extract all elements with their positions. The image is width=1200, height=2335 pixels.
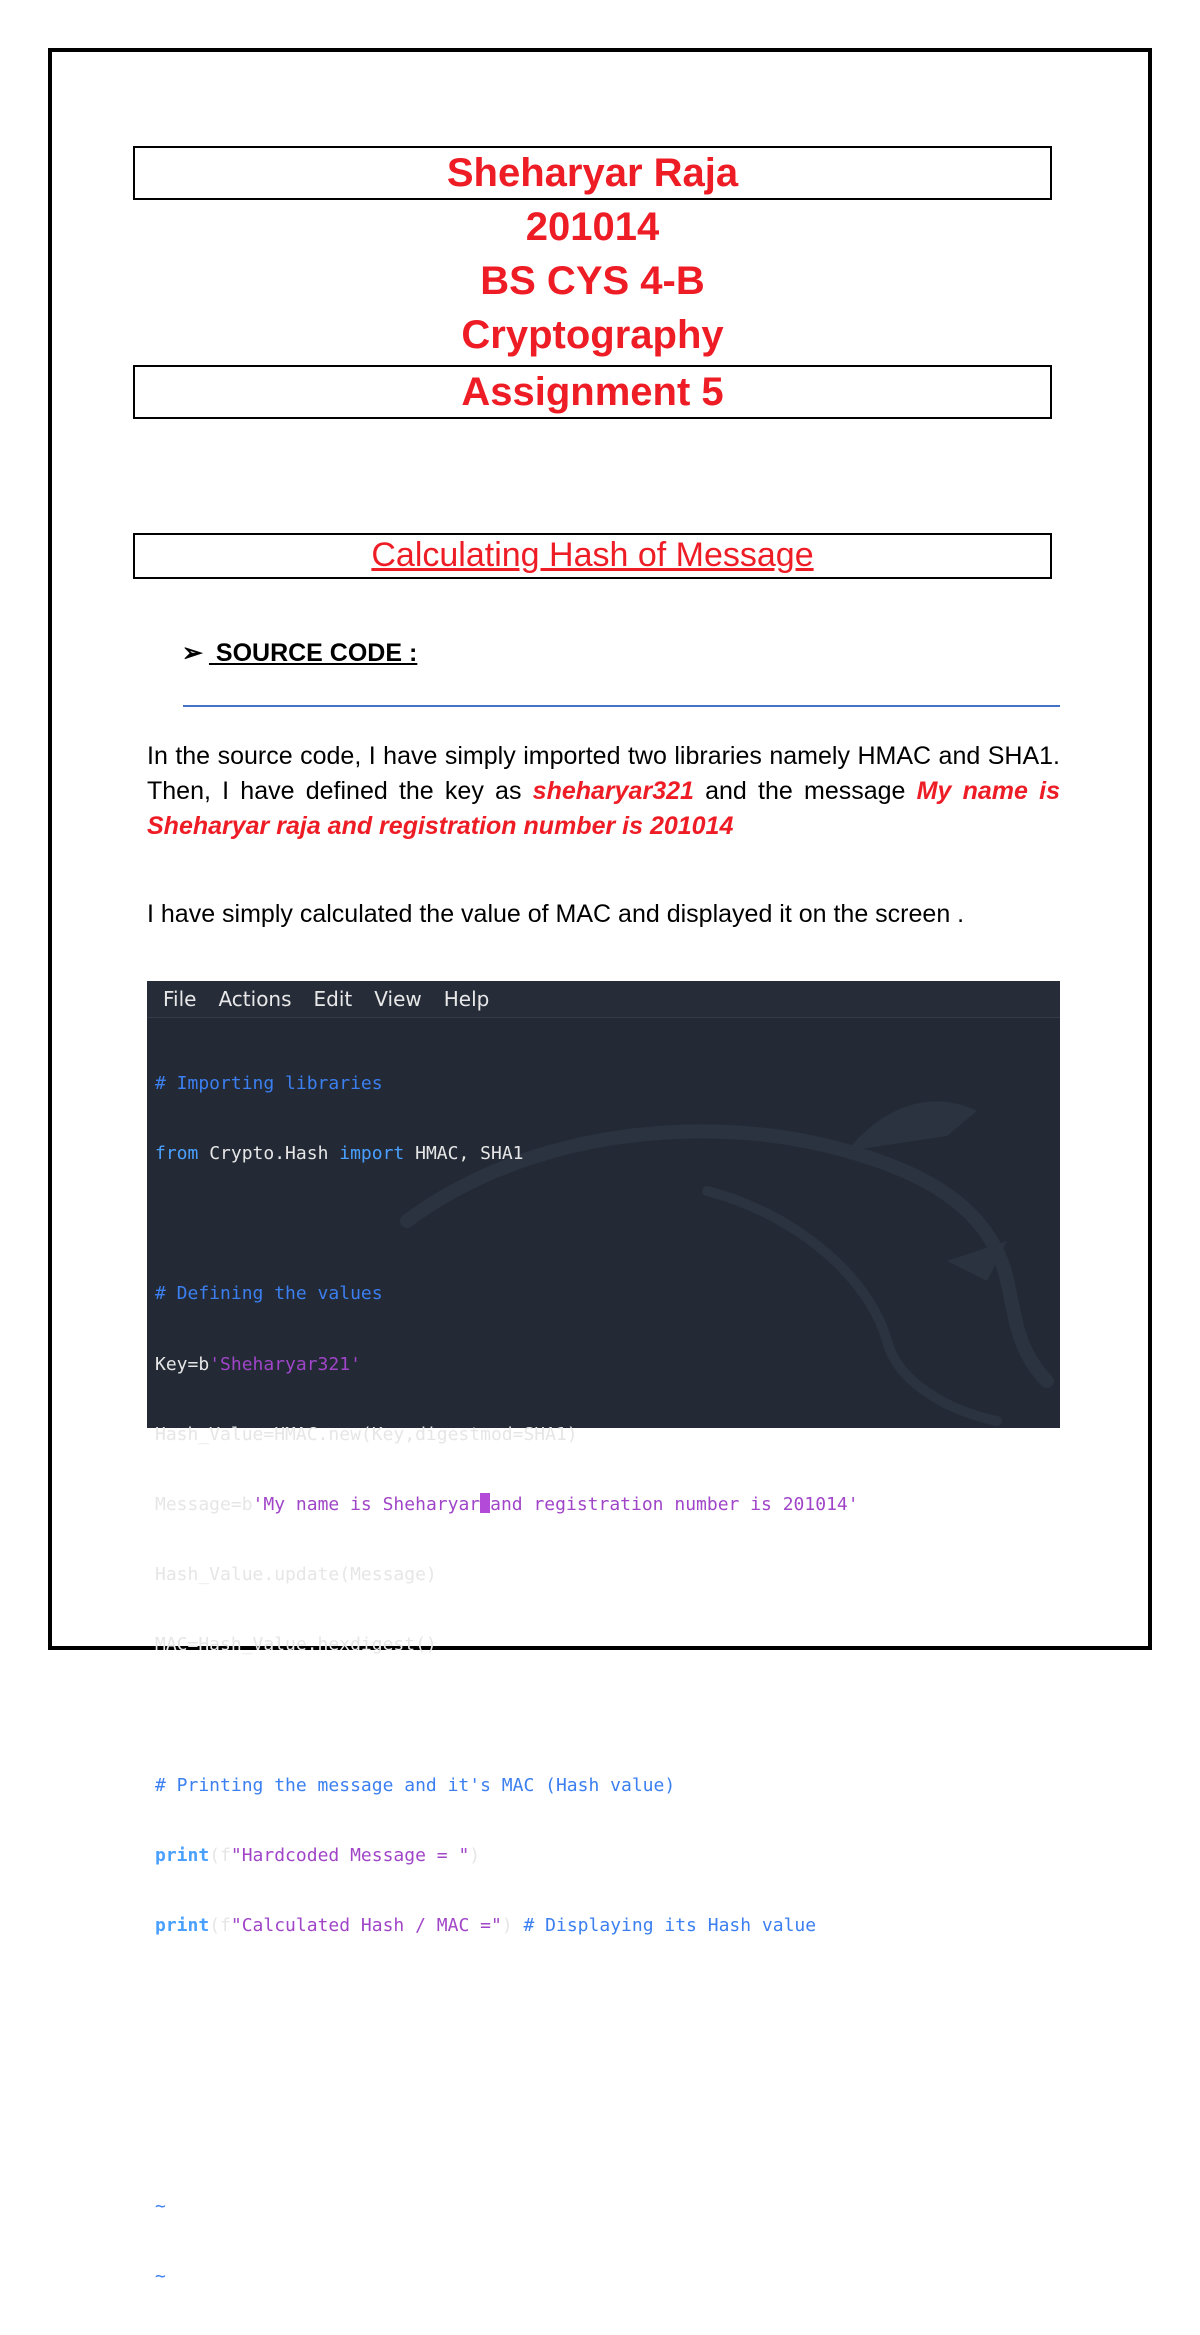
code-editor bbox=[155, 1025, 859, 2335]
arrow-bullet-icon: ➢ bbox=[182, 639, 203, 667]
terminal-screenshot bbox=[147, 981, 1060, 2288]
assignment-title: Assignment 5 bbox=[461, 370, 724, 414]
terminal-menubar bbox=[147, 981, 1060, 1018]
menu-edit[interactable]: Edit bbox=[313, 987, 353, 1011]
code-line-tilde: ~ bbox=[155, 2266, 166, 2288]
code-line: MAC=Hash_Value.hexdigest() bbox=[155, 1634, 437, 1656]
description-paragraph bbox=[147, 739, 1060, 844]
summary-paragraph: I have simply calculated the value of MAC and displayed it on the screen . bbox=[147, 900, 965, 928]
code-line: # Defining the values bbox=[155, 1283, 383, 1305]
menu-actions[interactable]: Actions bbox=[218, 987, 292, 1011]
menu-file[interactable]: File bbox=[163, 987, 197, 1011]
code-line: print(f"Hardcoded Message = ") bbox=[155, 1845, 481, 1867]
source-code-label: SOURCE CODE : bbox=[208, 639, 418, 667]
menu-help[interactable]: Help bbox=[443, 987, 490, 1011]
code-line: # Printing the message and it's MAC (Hash value) bbox=[155, 1774, 676, 1796]
message-highlight: My name is Sheharyar raja and registration number is 201014 bbox=[147, 777, 1060, 840]
code-line: Hash_Value=HMAC.new(Key,digestmod=SHA1) bbox=[155, 1423, 578, 1445]
paragraph-text: and the message bbox=[693, 777, 917, 805]
code-line: Hash_Value.update(Message) bbox=[155, 1564, 437, 1586]
class-section: BS CYS 4-B bbox=[480, 259, 705, 303]
registration-number: 201014 bbox=[525, 205, 660, 249]
code-line-blank bbox=[155, 2055, 859, 2078]
code-line-tilde: ~ bbox=[155, 2196, 166, 2218]
code-line: Key=b'Sheharyar321' bbox=[155, 1353, 361, 1375]
code-line: # Importing libraries bbox=[155, 1072, 383, 1094]
paragraph-text: In the source code, I have simply imported two libraries namely HMAC and SHA1. Then, I have defined the key as bbox=[147, 742, 1060, 805]
source-code-heading bbox=[182, 636, 417, 670]
text-cursor bbox=[480, 1493, 490, 1513]
code-line-blank bbox=[155, 1212, 859, 1235]
code-line: print(f"Calculated Hash / MAC =") # Displaying its Hash value bbox=[155, 1915, 817, 1937]
key-highlight: sheharyar321 bbox=[532, 777, 694, 805]
menu-view[interactable]: View bbox=[374, 987, 422, 1011]
course-name: Cryptography bbox=[461, 313, 724, 357]
author-name: Sheharyar Raja bbox=[446, 151, 739, 195]
code-line: from Crypto.Hash import HMAC, SHA1 bbox=[155, 1143, 524, 1165]
code-line-blank bbox=[155, 2125, 859, 2148]
code-line-blank bbox=[155, 1704, 859, 1727]
section-heading: Calculating Hash of Message bbox=[371, 536, 814, 574]
divider-line bbox=[183, 705, 1060, 707]
code-line: Message=b'My name is Sheharyar and registration number is 201014' bbox=[155, 1494, 859, 1516]
code-line-blank bbox=[155, 1984, 859, 2007]
